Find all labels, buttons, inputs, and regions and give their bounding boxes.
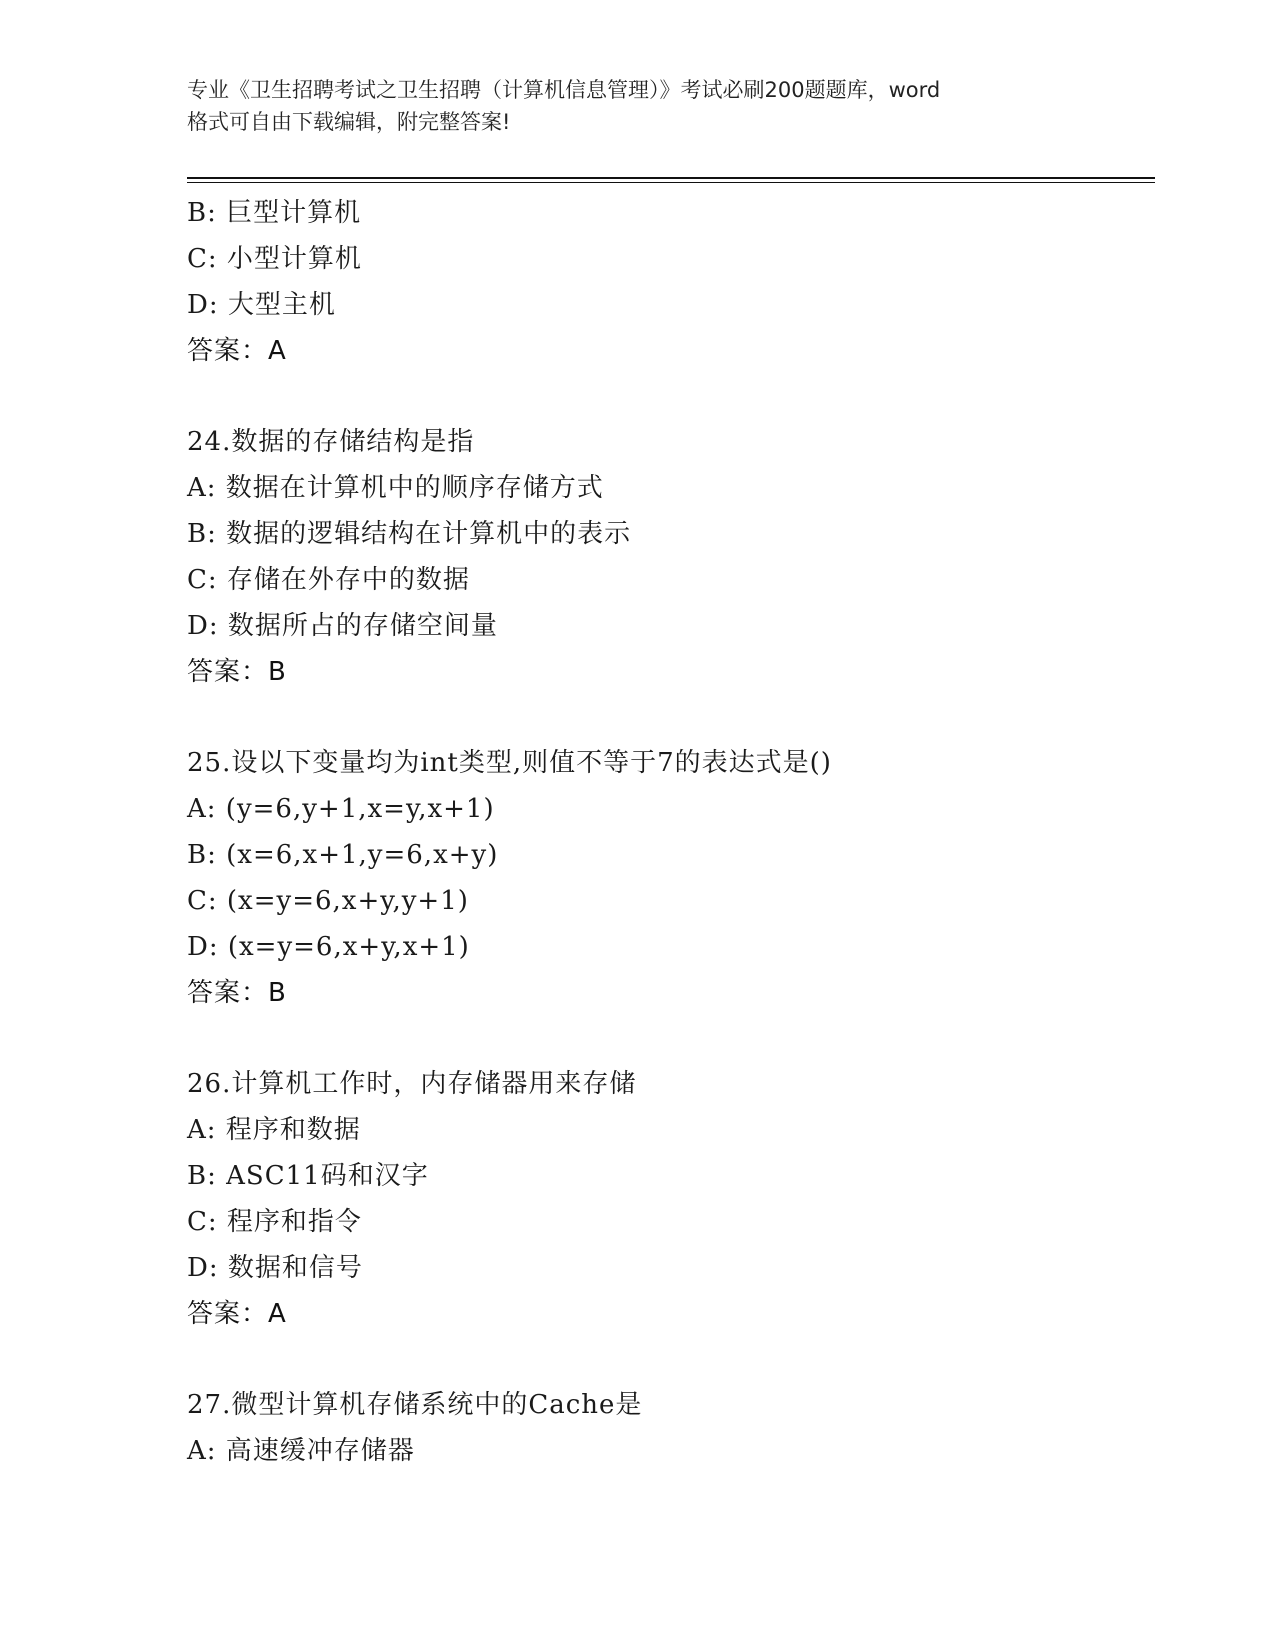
option-d: D: 大型主机 — [187, 290, 336, 320]
option-b: B: ASC11码和汉字 — [187, 1161, 429, 1191]
option-a: A: 程序和数据 — [187, 1115, 361, 1145]
option-c: C: 程序和指令 — [187, 1207, 362, 1237]
question-list — [187, 190, 1147, 1474]
answer: 答案：B — [187, 657, 287, 687]
option-a: A: (y=6,y+1,x=y,x+1) — [187, 794, 495, 824]
question-stem: 27.微型计算机存储系统中的Cache是 — [187, 1390, 643, 1420]
answer: 答案：A — [187, 1299, 287, 1329]
question-24 — [187, 419, 1147, 695]
answer: 答案：B — [187, 978, 287, 1008]
question-25 — [187, 740, 1147, 1016]
question-27 — [187, 1382, 1147, 1474]
page-header — [187, 74, 1087, 138]
header-line-2: 格式可自由下载编辑，附完整答案! — [187, 110, 511, 134]
option-b: B: 巨型计算机 — [187, 198, 362, 228]
question-stem: 24.数据的存储结构是指 — [187, 427, 475, 457]
continued-question — [187, 190, 1147, 374]
option-d: D: 数据所占的存储空间量 — [187, 611, 498, 641]
question-26 — [187, 1061, 1147, 1337]
header-line-1: 专业《卫生招聘考试之卫生招聘（计算机信息管理）》考试必刷200题题库，word — [187, 78, 941, 102]
question-stem: 26.计算机工作时，内存储器用来存储 — [187, 1069, 637, 1099]
option-c: C: 存储在外存中的数据 — [187, 565, 470, 595]
option-c: C: (x=y=6,x+y,y+1) — [187, 886, 469, 916]
option-b: B: (x=6,x+1,y=6,x+y) — [187, 840, 499, 870]
answer: 答案：A — [187, 336, 287, 366]
option-d: D: 数据和信号 — [187, 1253, 363, 1283]
question-stem: 25.设以下变量均为int类型,则值不等于7的表达式是() — [187, 748, 832, 778]
option-c: C: 小型计算机 — [187, 244, 362, 274]
option-a: A: 高速缓冲存储器 — [187, 1436, 415, 1466]
option-a: A: 数据在计算机中的顺序存储方式 — [187, 473, 604, 503]
option-b: B: 数据的逻辑结构在计算机中的表示 — [187, 519, 632, 549]
option-d: D: (x=y=6,x+y,x+1) — [187, 932, 470, 962]
header-rule — [187, 177, 1155, 183]
